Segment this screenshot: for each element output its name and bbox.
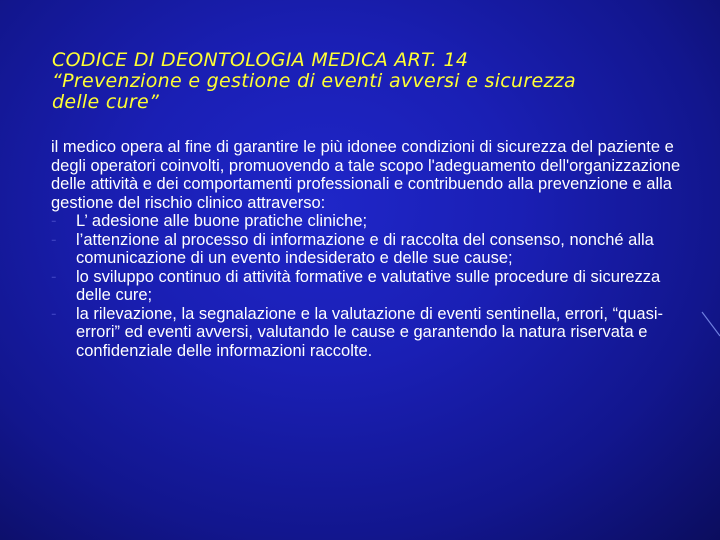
title-line-2: “Prevenzione e gestione di eventi avversi e sicurezza (52, 70, 576, 92)
list-item-text: L’ adesione alle buone pratiche cliniche; (76, 212, 368, 230)
title-line-1: CODICE DI DEONTOLOGIA MEDICA ART. 14 (52, 49, 469, 71)
bullet-list (51, 212, 691, 360)
list-item (51, 212, 691, 231)
list-item (51, 231, 691, 268)
list-item-text: lo sviluppo continuo di attività formative e valutative sulle procedure di sicurezza delle cure; (76, 267, 661, 304)
intro-paragraph: il medico opera al fine di garantire le più idonee condizioni di sicurezza del paziente e degli operatori coinvolti, promuovendo a tale scopo l'adeguamento dell'organizzazione delle attività e dei comportamenti professionali e contribuendo alla prevenzione e alla gestione del rischio clinico attraverso: (51, 138, 681, 212)
list-item (51, 268, 691, 305)
list-item-text: la rilevazione, la segnalazione e la valutazione di eventi sentinella, errori, “quasi-errori” ed eventi avversi, valutando le cause e garantendo la natura riservata e confidenziale delle informazioni raccolte. (76, 304, 663, 360)
title-line-3: delle cure” (52, 91, 160, 113)
bullet-marker: - (51, 230, 57, 249)
bullet-marker: - (51, 212, 57, 230)
list-item-text: l’attenzione al processo di informazione e di raccolta del consenso, nonché alla comunicazione di un evento indesiderato e delle sue cause; (76, 230, 654, 267)
bullet-marker: - (51, 304, 57, 323)
bullet-marker: - (51, 267, 57, 286)
slide-body (51, 138, 691, 360)
list-item (51, 305, 691, 361)
slide-title (52, 50, 692, 113)
decorative-line (700, 310, 720, 340)
